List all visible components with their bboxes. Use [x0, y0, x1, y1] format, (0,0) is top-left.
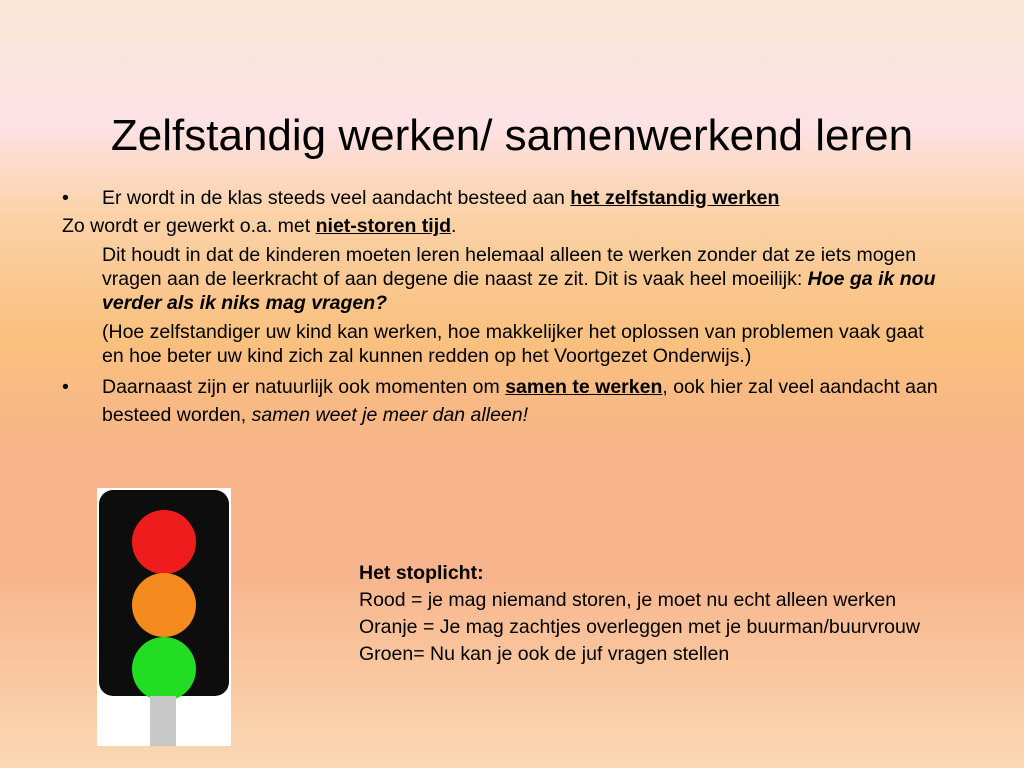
- bullet-text: Er wordt in de klas steeds veel aandacht besteed aan: [102, 187, 571, 209]
- legend-line-groen: Groen= Nu kan je ook de juf vragen stellen: [359, 643, 730, 665]
- legend-line-oranje: Oranje = Je mag zachtjes overleggen met je buurman/buurvrouw: [359, 616, 920, 638]
- line-emphasis: niet-storen tijd: [315, 215, 452, 237]
- slide-body: [62, 186, 942, 433]
- bullet-item-zelfstandig: [62, 186, 942, 210]
- paragraph-question: Hoe ga ik nou verder als ik niks mag vragen?: [102, 268, 936, 314]
- line-suffix: .: [451, 215, 457, 237]
- red-light-icon: [132, 510, 196, 574]
- slide-title: Zelfstandig werken/ samenwerkend leren: [110, 111, 914, 160]
- traffic-light-housing: [99, 490, 229, 696]
- line-text: Zo wordt er gewerkt o.a. met: [62, 215, 316, 237]
- bullet-emphasis: samen te werken: [505, 376, 663, 398]
- paragraph-note: (Hoe zelfstandiger uw kind kan werken, hoe makkelijker het oplossen van problemen vaak gaat en hoe beter uw kind zich zal kunnen redden op het Voortgezet Onderwijs.): [102, 321, 924, 367]
- traffic-light-image: [97, 488, 231, 746]
- bullet-italic: samen weet je meer dan alleen!: [251, 404, 529, 426]
- orange-light-icon: [132, 573, 196, 637]
- bullet-item-samenwerken: [62, 373, 942, 429]
- legend-title: Het stoplicht:: [359, 562, 484, 584]
- stoplicht-legend: [359, 560, 920, 668]
- green-light-icon: [132, 637, 196, 701]
- paragraph-explanation: [62, 243, 942, 315]
- bullet-dot: •: [62, 187, 69, 209]
- bullet-dot: •: [62, 376, 69, 398]
- legend-line-rood: Rood = je mag niemand storen, je moet nu echt alleen werken: [359, 589, 897, 611]
- bullet-text: Daarnaast zijn er natuurlijk ook momenten om: [102, 376, 506, 398]
- bullet-middle: , ook hier zal veel aandacht aan besteed worden,: [102, 376, 938, 426]
- line-niet-storen: [62, 214, 942, 238]
- traffic-light-pole: [150, 696, 176, 746]
- bullet-emphasis: het zelfstandig werken: [570, 187, 780, 209]
- paragraph-text: Dit houdt in dat de kinderen moeten leren helemaal alleen te werken zonder dat ze iets mogen vragen aan de leerkracht of aan degene die naast ze zit. Dit is vaak heel moeilijk:: [102, 244, 917, 290]
